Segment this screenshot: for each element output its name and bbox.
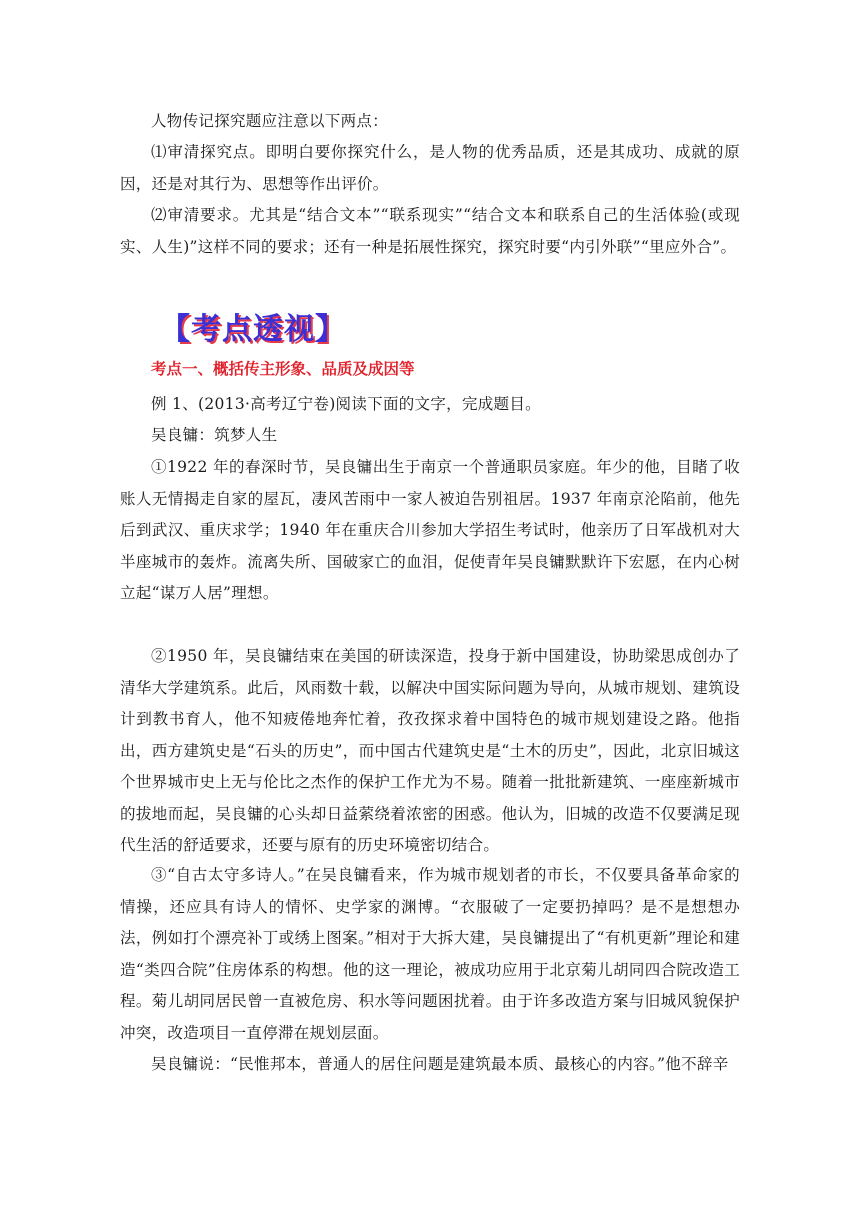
point-two: ⑵审清要求。尤其是“结合文本”“联系现实”“结合文本和联系自己的生活体验(或现实、人生)”这样不同的要求；还有一种是拓展性探究，探究时要“内引外联”“里应外合”。 xyxy=(120,206,740,256)
point-one: ⑴审清探究点。即明白要你探究什么，是人物的优秀品质，还是其成功、成就的原因，还是对其行为、思想等作出评价。 xyxy=(120,143,740,193)
section-banner xyxy=(160,310,346,350)
paragraph-2: ②1950 年，吴良镛结束在美国的研读深造，投身于新中国建设，协助梁思成创办了清华大学建筑系。此后，风雨数十载，以解决中国实际问题为导向，从城市规划、建筑设计到教书育人，他不知疲倦地奔忙着，孜孜探求着中国特色的城市规划建设之路。他指出，西方建筑史是“石头的历史”，而中国古代建筑史是“土木的历史”，因此，北京旧城这个世界城市史上无与伦比之杰作的保护工作尤为不易。随着一批批新建筑、一座座新城市的拔地而起，吴良镛的心头却日益萦绕着浓密的困惑。他认为，旧城的改造不仅要满足现代生活的舒适要求，还要与原有的历史环境密切结合。 xyxy=(120,647,740,854)
example-line: 例 1、(2013·高考辽宁卷)阅读下面的文字，完成题目。 xyxy=(151,395,541,413)
paragraph-3: ③“自古太守多诗人。”在吴良镛看来，作为城市规划者的市长，不仅要具备革命家的情操，还应具有诗人的情怀、史学家的渊博。“衣服破了一定要扔掉吗？是不是想想办法，例如打个漂亮补丁或绣上图案。”相对于大拆大建，吴良镛提出了“有机更新”理论和建造“类四合院”住房体系的构想。他的这一理论，被成功应用于北京菊儿胡同四合院改造工程。菊儿胡同居民曾一直被危房、积水等问题困扰着。由于许多改造方案与旧城风貌保护冲突，改造项目一直停滞在规划层面。 xyxy=(120,866,740,1042)
intro-line: 人物传记探究题应注意以下两点： xyxy=(151,112,389,130)
banner-title: 【考点透视】 xyxy=(160,312,346,347)
article-title: 吴良镛：筑梦人生 xyxy=(151,426,278,444)
kaodian-heading: 考点一、概括传主形象、品质及成因等 xyxy=(151,360,415,378)
paragraph-4: 吴良镛说：“民惟邦本，普通人的居住问题是建筑最本质、最核心的内容。”他不辞辛 xyxy=(151,1055,729,1073)
paragraph-1: ①1922 年的春深时节，吴良镛出生于南京一个普通职员家庭。年少的他，目睹了收账人无情揭走自家的屋瓦，凄风苦雨中一家人被迫告别祖居。1937 年南京沦陷前，他先后到武汉、重庆求学；1940 年在重庆合川参加大学招生考试时，他亲历了日军战机对大半座城市的轰炸。流离失所、国破家亡的血泪，促使青年吴良镛默默许下宏愿，在内心树立起“谋万人居”理想。 xyxy=(120,458,740,602)
